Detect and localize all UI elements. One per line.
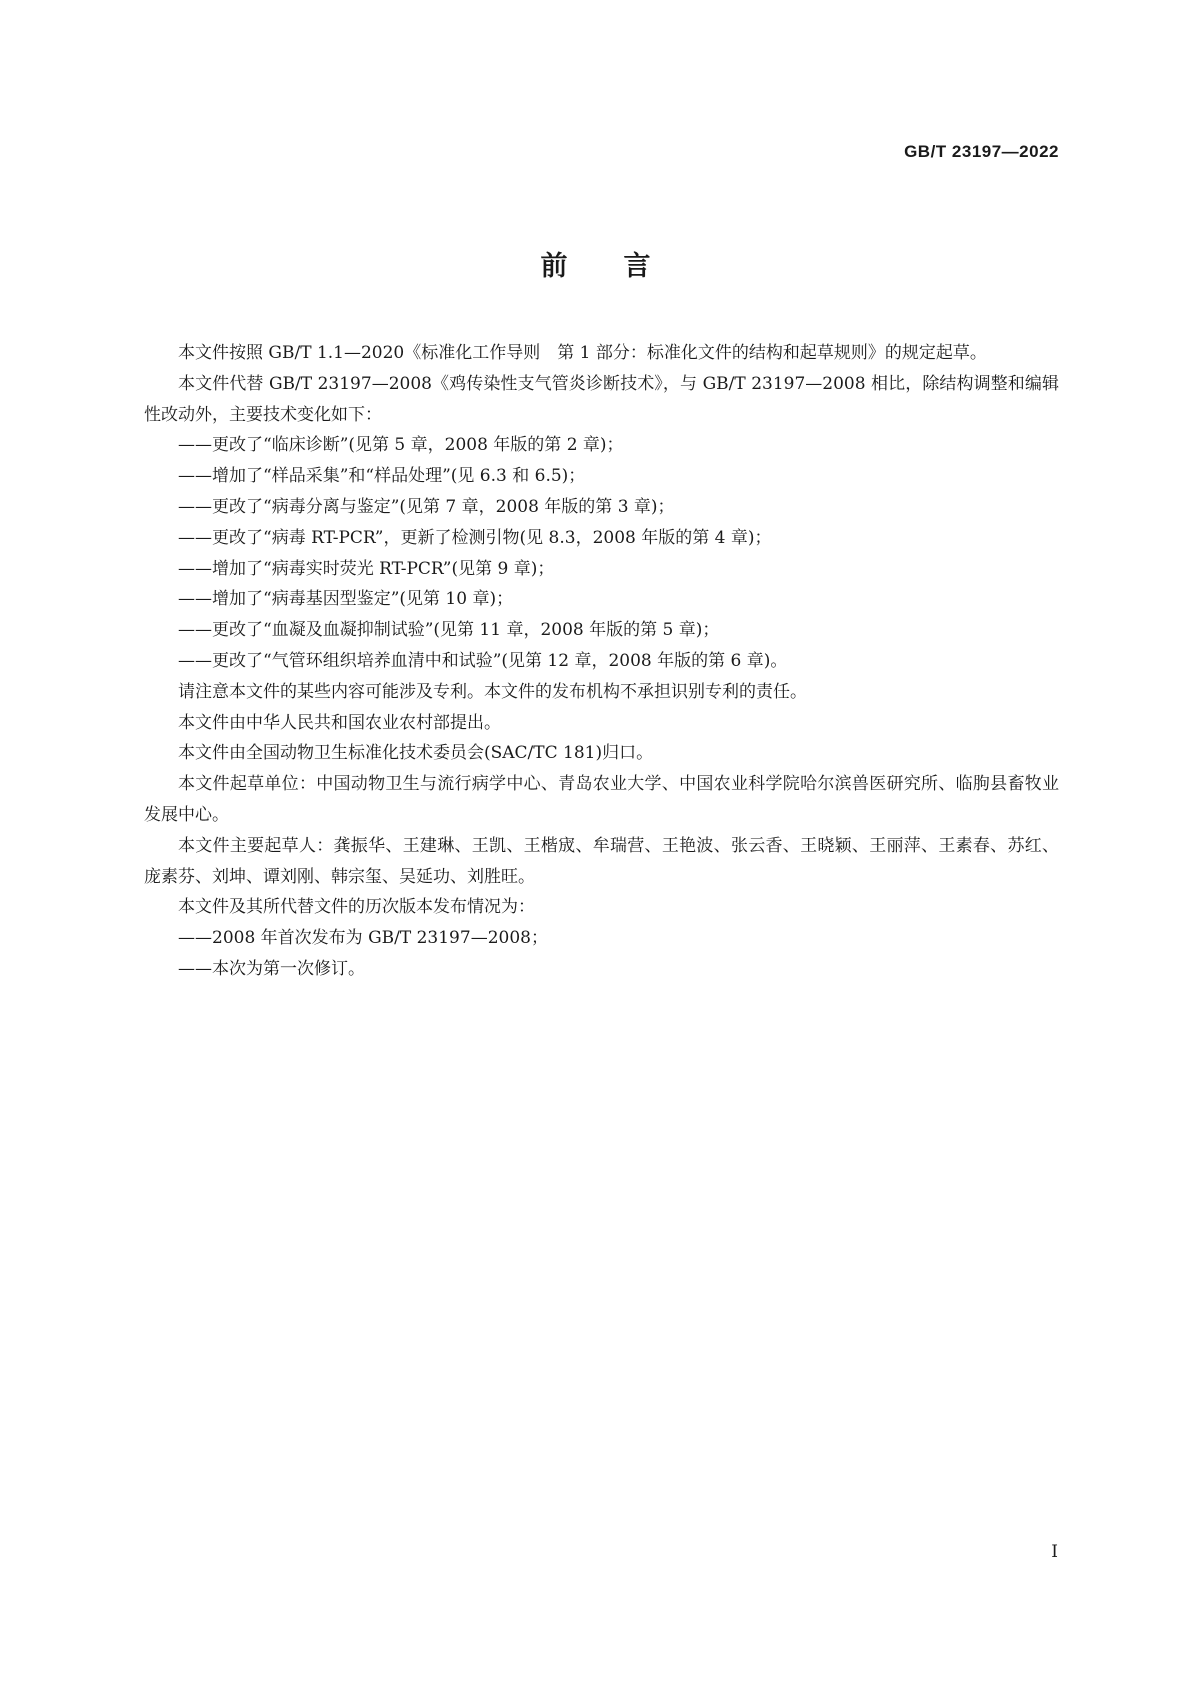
- change-item: ——增加了“病毒实时荧光 RT-PCR”(见第 9 章)；: [178, 558, 555, 579]
- page-title: 前言: [540, 251, 707, 282]
- paragraph-drafting-rules: 本文件按照 GB/T 1.1—2020《标准化工作导则 第 1 部分：标准化文件的结构和起草规则》的规定起草。: [178, 343, 987, 363]
- paragraph-technical-committee: 本文件由全国动物卫生标准化技术委员会(SAC/TC 181)归口。: [178, 743, 654, 764]
- history-item: ——本次为第一次修订。: [178, 958, 365, 979]
- standard-number: GB/T 23197—2022: [904, 142, 1059, 161]
- change-item: ——更改了“临床诊断”(见第 5 章，2008 年版的第 2 章)；: [178, 435, 624, 456]
- page-number: I: [1051, 1542, 1058, 1562]
- history-item: ——2008 年首次发布为 GB/T 23197—2008；: [178, 928, 548, 949]
- change-item: ——更改了“病毒分离与鉴定”(见第 7 章，2008 年版的第 3 章)；: [178, 496, 675, 517]
- paragraph-version-history: 本文件及其所代替文件的历次版本发布情况为：: [178, 897, 535, 918]
- foreword-body: [144, 338, 1059, 985]
- change-item: ——增加了“样品采集”和“样品处理”(见 6.3 和 6.5)；: [178, 466, 586, 487]
- paragraph-proposer: 本文件由中华人民共和国农业农村部提出。: [178, 712, 501, 733]
- paragraph-patent-notice: 请注意本文件的某些内容可能涉及专利。本文件的发布机构不承担识别专利的责任。: [178, 681, 807, 702]
- change-item: ——增加了“病毒基因型鉴定”(见第 10 章)；: [178, 589, 514, 610]
- paragraph-replacement: 本文件代替 GB/T 23197—2008《鸡传染性支气管炎诊断技术》，与 GB/T 23197—2008 相比，除结构调整和编辑性改动外，主要技术变化如下：: [144, 373, 1059, 425]
- paragraph-drafters: 本文件主要起草人：龚振华、王建琳、王凯、王楷宬、牟瑞营、王艳波、张云香、王晓颖、王丽萍、王素春、苏红、庞素芬、刘坤、谭刘刚、韩宗玺、吴延功、刘胜旺。: [144, 835, 1059, 887]
- change-item: ——更改了“血凝及血凝抑制试验”(见第 11 章，2008 年版的第 5 章)；: [178, 620, 720, 641]
- change-item: ——更改了“病毒 RT-PCR”，更新了检测引物(见 8.3，2008 年版的第 4 章)；: [178, 527, 772, 548]
- change-item: ——更改了“气管环组织培养血清中和试验”(见第 12 章，2008 年版的第 6 章)。: [178, 650, 788, 671]
- paragraph-drafting-units: 本文件起草单位：中国动物卫生与流行病学中心、青岛农业大学、中国农业科学院哈尔滨兽医研究所、临朐县畜牧业发展中心。: [144, 774, 1059, 825]
